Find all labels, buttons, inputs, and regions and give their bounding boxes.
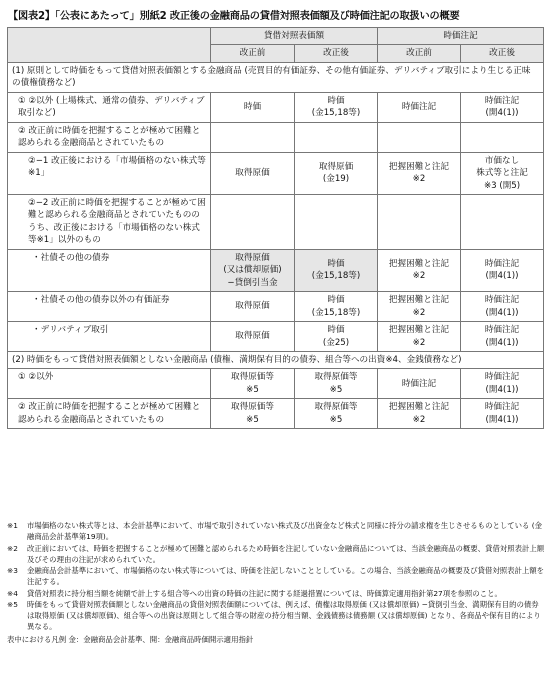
footnote-text: 貸借対照表に持分相当額を純額で計上する組合等への出資の時価の注記に関する経過措置については、時価算定適用指針第27項を参照のこと。 bbox=[27, 588, 502, 598]
table-cell bbox=[378, 194, 461, 249]
table-cell: 取得原価 (又は償却原価) −貸倒引当金 bbox=[211, 249, 295, 291]
row-label: ・社債その他の債券以外の有価証券 bbox=[8, 292, 211, 322]
footnote bbox=[7, 565, 545, 588]
summary-table bbox=[7, 27, 544, 429]
table-cell bbox=[295, 122, 378, 152]
header-balance-sheet-value: 貸借対照表価額 bbox=[211, 28, 378, 45]
table-cell bbox=[211, 194, 295, 249]
header-fair-value-note: 時価注記 bbox=[378, 28, 544, 45]
footnote bbox=[7, 599, 545, 633]
section-heading: (1) 原則として時価をもって貸借対照表価額とする金融商品 (売買目的有価証券、その他有価証券、デリバティブ取引により生じる正味の債権債務など) bbox=[8, 62, 544, 92]
header-blank bbox=[8, 28, 211, 63]
row-label: ・社債その他の債券 bbox=[8, 249, 211, 291]
table-cell: 取得原価 (金19) bbox=[295, 152, 378, 194]
table-cell: 時価 (金15,18等) bbox=[295, 92, 378, 122]
table-cell: 取得原価等 ※5 bbox=[295, 369, 378, 399]
table-cell: 把握困難と注記 ※2 bbox=[378, 399, 461, 429]
row-label: ① ②以外 (上場株式、通常の債券、デリバティブ取引など) bbox=[8, 92, 211, 122]
table-row bbox=[8, 194, 544, 249]
table-cell bbox=[295, 194, 378, 249]
table-cell bbox=[461, 194, 544, 249]
header-before-1: 改正前 bbox=[211, 45, 295, 62]
table-cell: 取得原価等 ※5 bbox=[211, 399, 295, 429]
table-row bbox=[8, 249, 544, 291]
table-row bbox=[8, 322, 544, 352]
table-cell: 市価なし 株式等と注記 ※3 (開5) bbox=[461, 152, 544, 194]
footnote-mark: ※2 bbox=[7, 543, 18, 553]
row-label: ② 改正前に時価を把握することが極めて困難と認められる金融商品とされていたもの bbox=[8, 122, 211, 152]
table-cell: 把握困難と注記 ※2 bbox=[378, 249, 461, 291]
table-cell: 時価 (金15,18等) bbox=[295, 249, 378, 291]
table-cell bbox=[461, 122, 544, 152]
header-after-1: 改正後 bbox=[295, 45, 378, 62]
footnote-text: 金融商品会計基準において、市場価格のない株式等については、時価を注記しないこととしている。この場合、当該金融商品の概要及び貸借対照表計上額を注記する。 bbox=[27, 566, 545, 587]
legend-note: 表中における凡例 金：金融商品会計基準、開：金融商品時価開示適用指針 bbox=[7, 634, 254, 644]
table-cell: 時価注記 bbox=[378, 369, 461, 399]
row-label: ① ②以外 bbox=[8, 369, 211, 399]
row-label: ② 改正前に時価を把握することが極めて困難と認められる金融商品とされていたもの bbox=[8, 399, 211, 429]
table-cell: 把握困難と注記 ※2 bbox=[378, 322, 461, 352]
footnote-text: 市場価格のない株式等とは、本会計基準において、市場で取引されていない株式及び出資金など株式と同様に持分の請求権を生じさせるものとしている (金融商品会計基準第19項)。 bbox=[27, 521, 543, 542]
row-label: ・デリバティブ取引 bbox=[8, 322, 211, 352]
footnote bbox=[7, 543, 545, 566]
footnote-text: 改正前においては、時価を把握することが極めて困難と認められるため時価を注記していない金融商品については、当該金融商品の概要、貸借対照表計上額及びその理由の注記が求められていた。 bbox=[27, 543, 545, 564]
table-row bbox=[8, 122, 544, 152]
header-before-2: 改正前 bbox=[378, 45, 461, 62]
table-cell: 時価 (金25) bbox=[295, 322, 378, 352]
table-row bbox=[8, 152, 544, 194]
table-cell: 時価注記 bbox=[378, 92, 461, 122]
table-cell: 時価注記 (開4(1)) bbox=[461, 322, 544, 352]
table-cell: 取得原価等 ※5 bbox=[295, 399, 378, 429]
table-cell bbox=[378, 122, 461, 152]
table-row bbox=[8, 292, 544, 322]
table-row bbox=[8, 399, 544, 429]
header-after-2: 改正後 bbox=[461, 45, 544, 62]
table-cell: 取得原価 bbox=[211, 152, 295, 194]
footnote bbox=[7, 588, 545, 599]
footnote-text: 時価をもって貸借対照表価額としない金融商品の貸借対照表価額については、例えば、債権は取得原価 (又は償却原価) −貸倒引当金、満期保有目的の債券は取得原価 (又は償却原価)、組合等への出資は原則として組合等の財産の持分相当額、金銭債務は債務額 (又は償却原価) となり、各商品や保有目的により異なる。 bbox=[27, 599, 541, 632]
figure-title: 【図表2】「公表にあたって」別紙2 改正後の金融商品の貸借対照表価額及び時価注記の取扱いの概要 bbox=[8, 11, 460, 22]
section-heading: (2) 時価をもって貸借対照表価額としない金融商品 (債権、満期保有目的の債券、組合等への出資※4、金銭債務など) bbox=[8, 351, 544, 368]
footnote-mark: ※1 bbox=[7, 521, 18, 530]
table-cell: 時価 bbox=[211, 92, 295, 122]
section-row bbox=[8, 62, 544, 92]
table-cell: 取得原価等 ※5 bbox=[211, 369, 295, 399]
table-row bbox=[8, 92, 544, 122]
footnote-mark: ※4 bbox=[7, 588, 18, 598]
table-cell bbox=[211, 122, 295, 152]
table-cell: 時価注記 (開4(1)) bbox=[461, 399, 544, 429]
table-cell: 時価注記 (開4(1)) bbox=[461, 92, 544, 122]
table-row bbox=[8, 369, 544, 399]
section-row bbox=[8, 351, 544, 368]
table-cell: 時価注記 (開4(1)) bbox=[461, 249, 544, 291]
header-group-row bbox=[8, 28, 544, 45]
row-label: ②−1 改正後における「市場価格のない株式等※1」 bbox=[8, 152, 211, 194]
table-cell: 取得原価 bbox=[211, 322, 295, 352]
footnote-mark: ※3 bbox=[7, 566, 18, 575]
table-cell: 取得原価 bbox=[211, 292, 295, 322]
table-cell: 時価注記 (開4(1)) bbox=[461, 369, 544, 399]
footnote-mark: ※5 bbox=[7, 599, 18, 609]
row-label: ②−2 改正前に時価を把握することが極めて困難と認められる金融商品とされていたもののうち、改正後における「市場価格のない株式等※1」以外のもの bbox=[8, 194, 211, 249]
table-cell: 把握困難と注記 ※2 bbox=[378, 152, 461, 194]
footnotes bbox=[7, 520, 545, 645]
table-cell: 把握困難と注記 ※2 bbox=[378, 292, 461, 322]
footnote bbox=[7, 520, 545, 543]
table-cell: 時価注記 (開4(1)) bbox=[461, 292, 544, 322]
table-cell: 時価 (金15,18等) bbox=[295, 292, 378, 322]
